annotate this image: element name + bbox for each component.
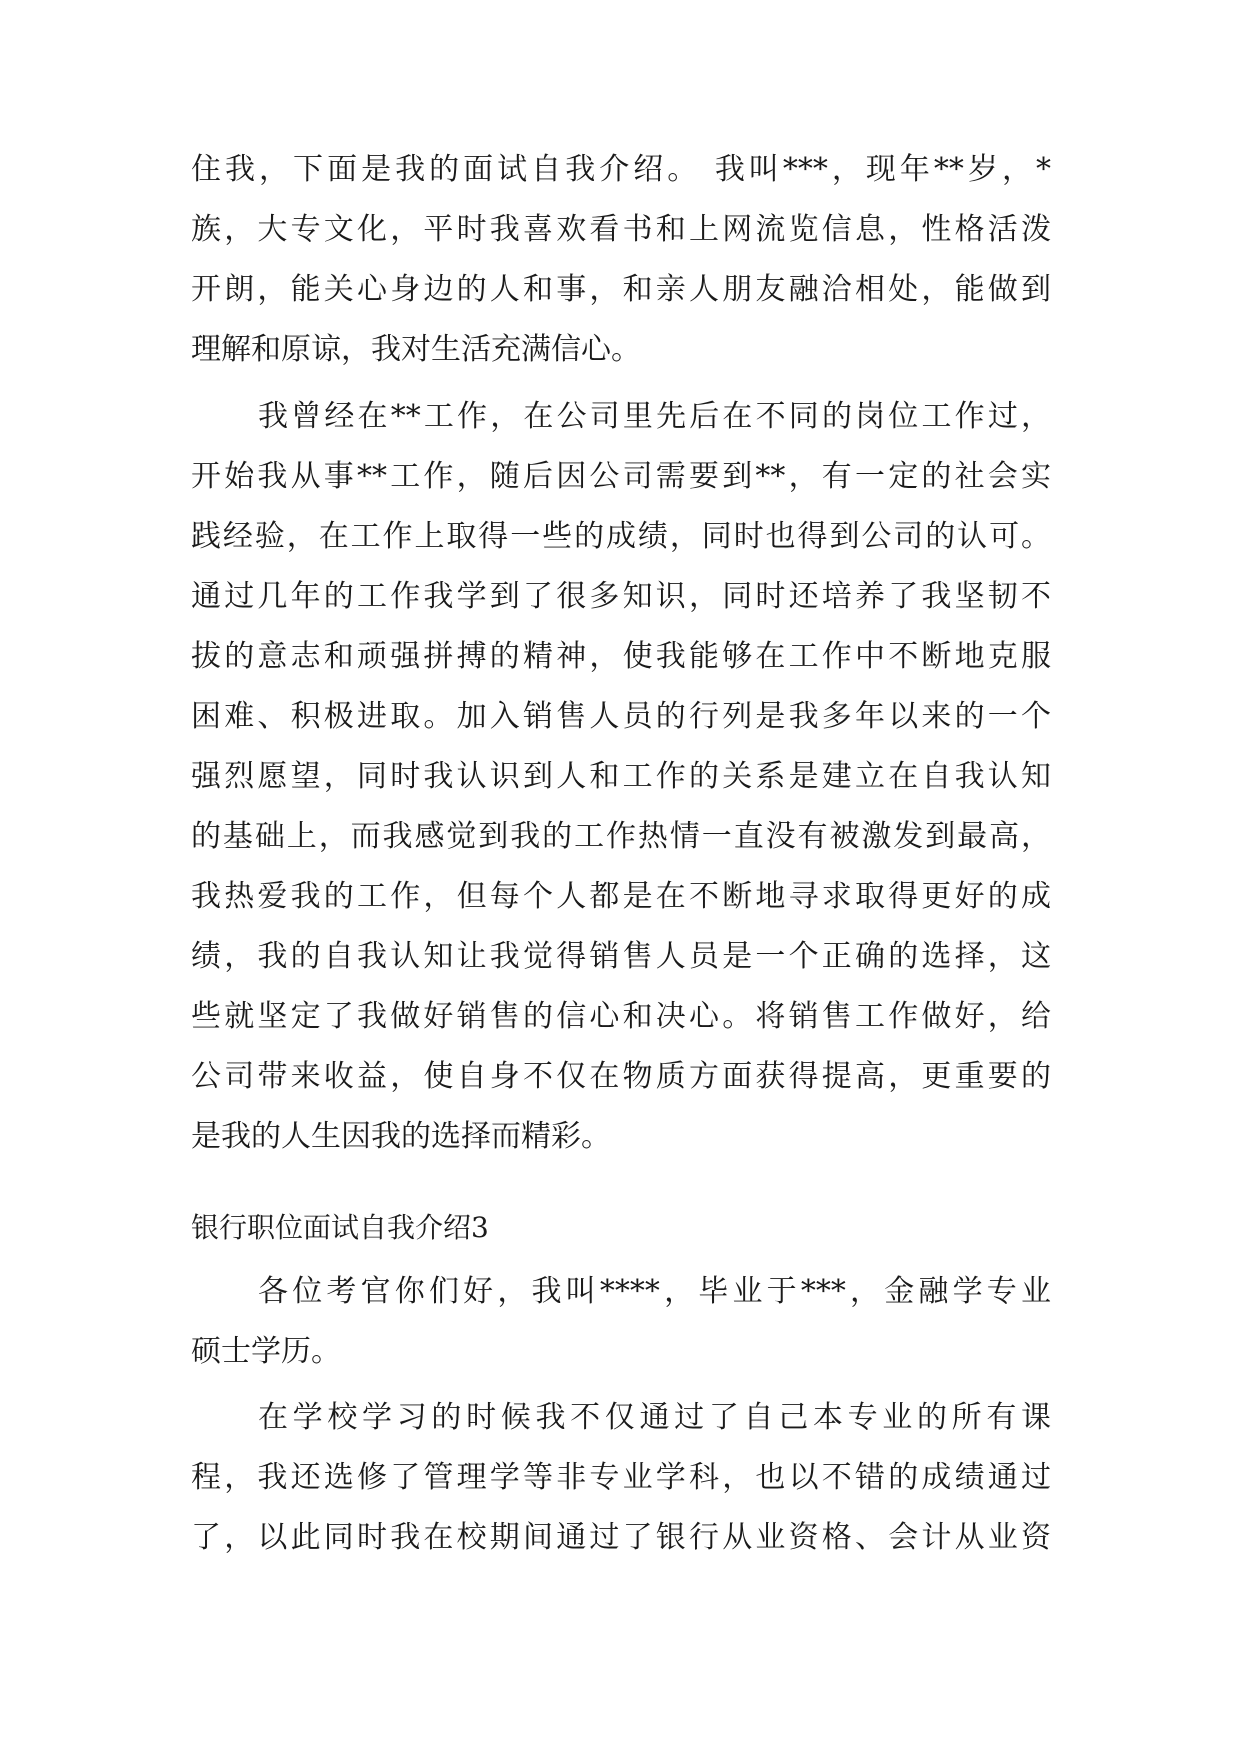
- paragraph2-line-9: 我热爱我的工作，但每个人都是在不断地寻求取得更好的成: [191, 879, 1051, 914]
- section-heading: 银行职位面试自我介绍3: [191, 1211, 489, 1244]
- paragraph2-line-13: 是我的人生因我的选择而精彩。: [191, 1119, 611, 1154]
- paragraph4-line-2: 程，我还选修了管理学等非专业学科，也以不错的成绩通过: [191, 1460, 1051, 1495]
- paragraph2-line-8: 的基础上，而我感觉到我的工作热情一直没有被激发到最高，: [191, 819, 1051, 854]
- paragraph2-line-12: 公司带来收益，使自身不仅在物质方面获得提高，更重要的: [191, 1059, 1051, 1094]
- paragraph2-line-6: 困难、积极进取。加入销售人员的行列是我多年以来的一个: [191, 699, 1051, 734]
- paragraph2-line-11: 些就坚定了我做好销售的信心和决心。将销售工作做好，给: [191, 999, 1051, 1034]
- paragraph2-line-1: 我曾经在**工作，在公司里先后在不同的岗位工作过，: [258, 399, 1051, 434]
- paragraph2-line-5: 拔的意志和顽强拼搏的精神，使我能够在工作中不断地克服: [191, 639, 1051, 674]
- paragraph1-line-2: 族，大专文化，平时我喜欢看书和上网流览信息，性格活泼: [191, 212, 1051, 247]
- paragraph2-line-7: 强烈愿望，同时我认识到人和工作的关系是建立在自我认知: [191, 759, 1051, 794]
- paragraph2-line-10: 绩，我的自我认知让我觉得销售人员是一个正确的选择，这: [191, 939, 1051, 974]
- paragraph2-line-4: 通过几年的工作我学到了很多知识，同时还培养了我坚韧不: [191, 579, 1051, 614]
- paragraph1-line-4: 理解和原谅，我对生活充满信心。: [191, 332, 641, 367]
- paragraph1-line-1: 住我，下面是我的面试自我介绍。 我叫***，现年**岁，*: [191, 152, 1051, 187]
- paragraph2-line-2: 开始我从事**工作，随后因公司需要到**，有一定的社会实: [191, 459, 1051, 494]
- paragraph3-line-2: 硕士学历。: [191, 1334, 341, 1369]
- paragraph2-line-3: 践经验，在工作上取得一些的成绩，同时也得到公司的认可。: [191, 519, 1051, 554]
- paragraph3-line-1: 各位考官你们好，我叫****，毕业于***，金融学专业: [258, 1274, 1051, 1309]
- paragraph4-line-1: 在学校学习的时候我不仅通过了自己本专业的所有课: [258, 1400, 1051, 1435]
- paragraph4-line-3: 了，以此同时我在校期间通过了银行从业资格、会计从业资: [191, 1520, 1051, 1555]
- paragraph1-line-3: 开朗，能关心身边的人和事，和亲人朋友融洽相处，能做到: [191, 272, 1051, 307]
